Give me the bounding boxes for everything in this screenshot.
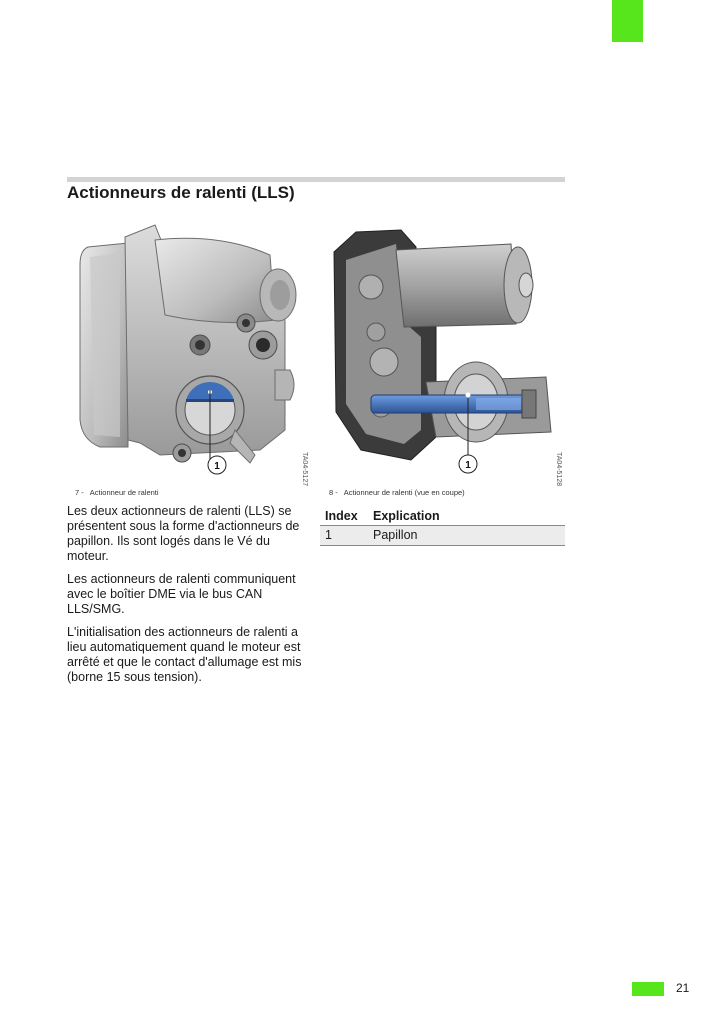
paragraph: Les actionneurs de ralenti communiquent avec le boîtier DME via le bus CAN LLS/SMG. bbox=[67, 572, 296, 616]
page-number: 21 bbox=[676, 981, 690, 995]
section-rule bbox=[67, 177, 565, 182]
figure-caption bbox=[329, 488, 465, 497]
paragraph: Les deux actionneurs de ralenti (LLS) se présentent sous la forme d'actionneurs de papillon. Ils sont logés dans le Vé du moteur. bbox=[67, 504, 300, 563]
table-header-row bbox=[320, 508, 565, 526]
figure-code: TA04-5128 bbox=[555, 452, 562, 487]
figure-caption-text: Actionneur de ralenti (vue en coupe) bbox=[343, 488, 465, 497]
callout-label: 1 bbox=[214, 461, 220, 472]
figure-code: TA04-5127 bbox=[301, 452, 308, 487]
cell-explication: Papillon bbox=[368, 526, 565, 546]
cell-index: 1 bbox=[320, 526, 368, 546]
figure-number: 8 - bbox=[329, 488, 338, 497]
legend-table bbox=[320, 508, 565, 546]
figure-caption-text: Actionneur de ralenti bbox=[89, 488, 159, 497]
figure-idle-actuator-cutaway bbox=[326, 212, 571, 485]
paragraph: L'initialisation des actionneurs de ralenti a lieu automatiquement quand le moteur est arrêté et que le contact d'allumage est mis (borne 15 sous tension). bbox=[67, 625, 302, 684]
figure-number: 7 - bbox=[75, 488, 84, 497]
header-explication: Explication bbox=[368, 508, 565, 526]
figure-idle-actuator bbox=[70, 215, 315, 485]
table-row bbox=[320, 526, 565, 546]
section-title: Actionneurs de ralenti (LLS) bbox=[67, 183, 295, 202]
chapter-tab-marker bbox=[612, 0, 643, 42]
callout-label: 1 bbox=[465, 460, 471, 471]
header-index: Index bbox=[320, 508, 368, 526]
figure-caption bbox=[75, 488, 159, 497]
footer-tab-marker bbox=[632, 982, 664, 996]
body-text bbox=[67, 504, 315, 693]
